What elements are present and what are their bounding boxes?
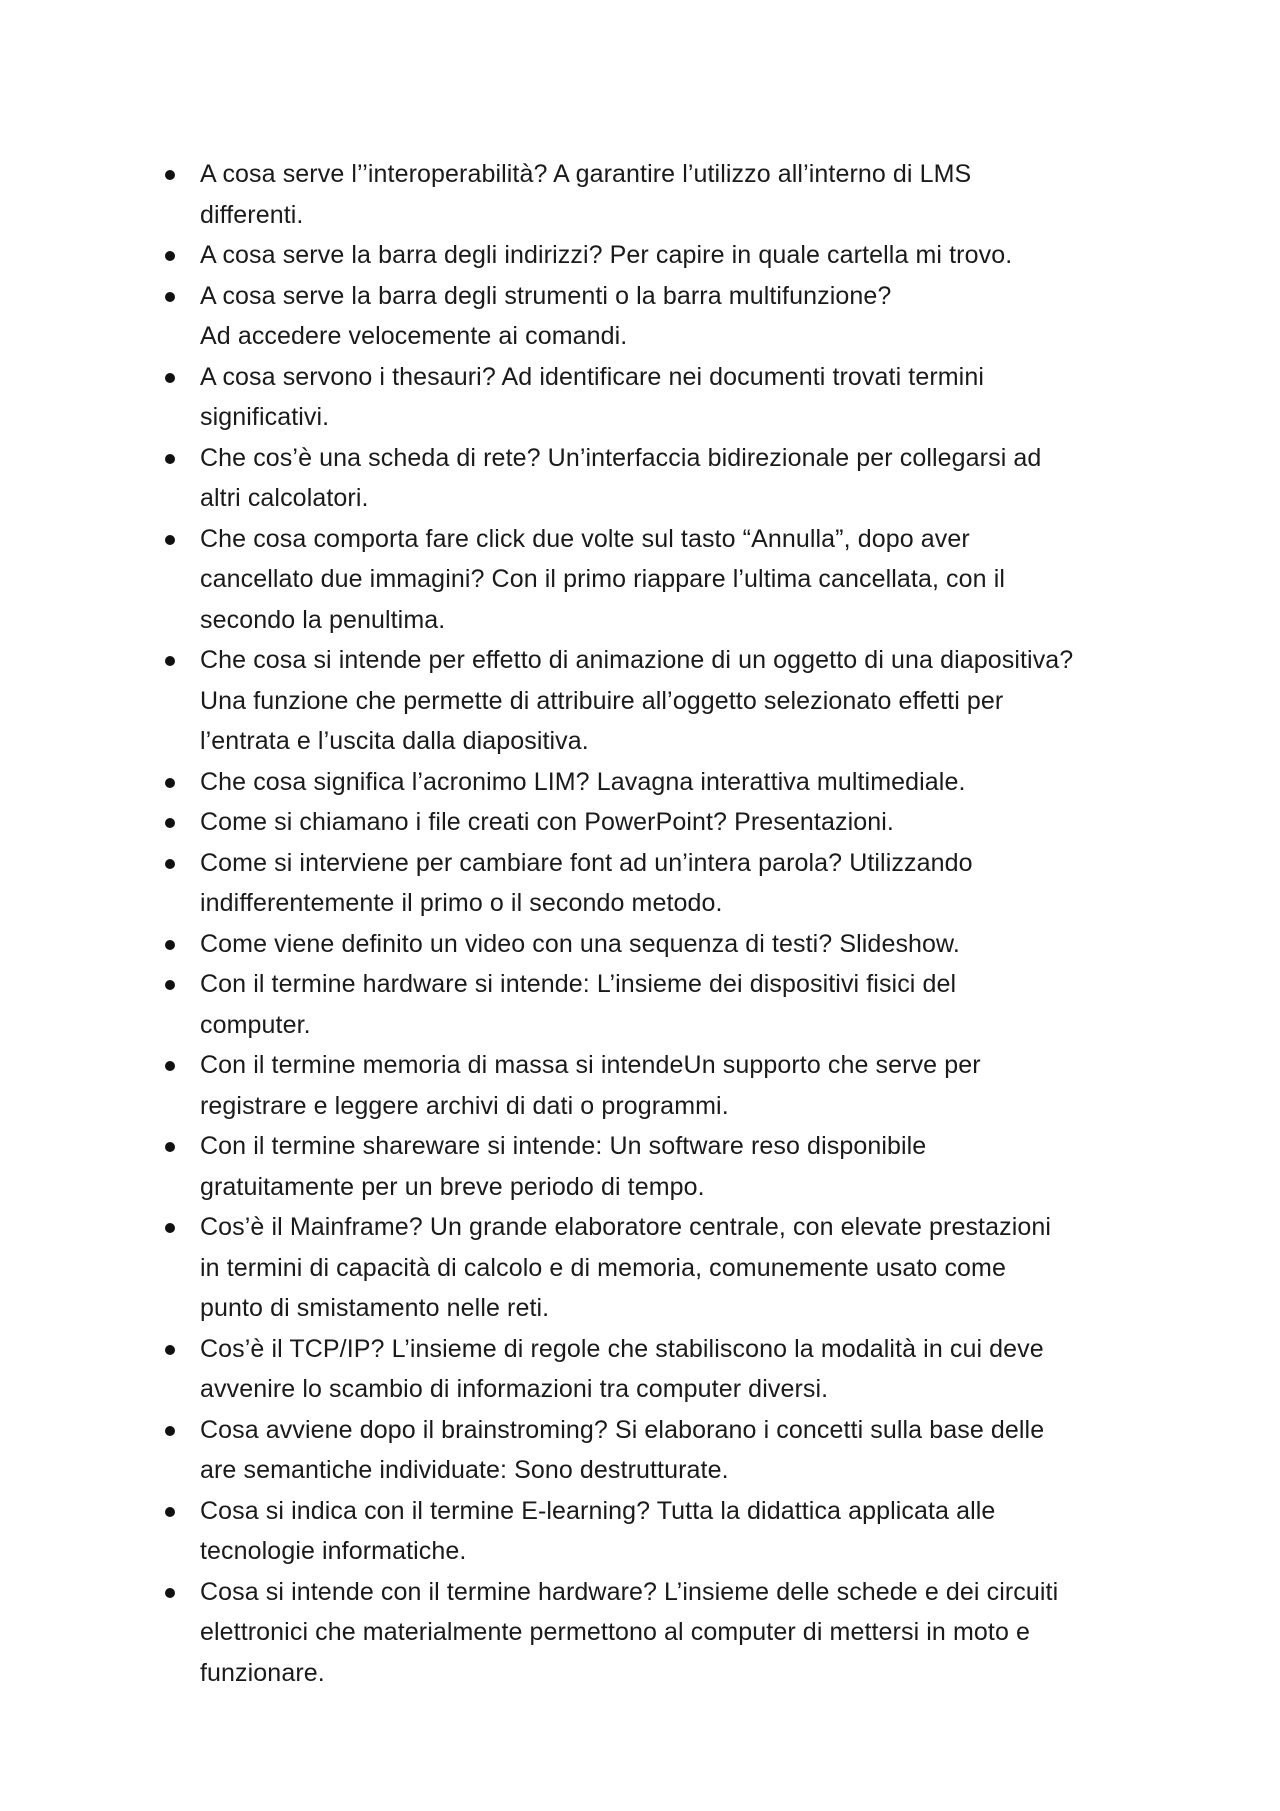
list-item-text: Che cosa significa l’acronimo LIM? Lavagna interattiva multimediale. [200, 767, 966, 796]
list-item-text: A cosa serve la barra degli strumenti o la barra multifunzione? Ad accedere velocemente ai comandi. [200, 281, 892, 350]
bullet-icon [165, 1426, 175, 1436]
bullet-icon [165, 1061, 175, 1071]
bullet-icon [165, 1507, 175, 1517]
qa-bullet-list [160, 154, 1160, 1693]
list-item [160, 1126, 1160, 1207]
bullet-icon [165, 1223, 175, 1233]
bullet-icon [165, 170, 175, 180]
bullet-icon [165, 656, 175, 666]
list-item-text: Cos’è il Mainframe? Un grande elaboratore centrale, con elevate prestazioni in termini di capacità di calcolo e di memoria, comunemente usato come punto di smistamento nelle reti. [200, 1213, 1052, 1322]
list-item [160, 1329, 1160, 1410]
list-item-text: Cosa si indica con il termine E-learning? Tutta la didattica applicata alle tecnologie informatiche. [200, 1496, 996, 1565]
bullet-icon [165, 818, 175, 828]
bullet-icon [165, 1345, 175, 1355]
list-item-text: Che cosa si intende per effetto di animazione di un oggetto di una diapositiva? Una funzione che permette di attribuire all’oggetto selezionato effetti per l’entrata e l’uscita dalla diapositiva. [200, 646, 1074, 755]
bullet-icon [165, 373, 175, 383]
list-item-text: Con il termine hardware si intende: L’insieme dei dispositivi fisici del computer. [200, 970, 957, 1039]
list-item [160, 762, 1160, 803]
bullet-icon [165, 859, 175, 869]
list-item [160, 1207, 1160, 1329]
list-item [160, 1572, 1160, 1694]
bullet-icon [165, 980, 175, 990]
list-item [160, 276, 1160, 357]
bullet-icon [165, 251, 175, 261]
list-item-text: Come viene definito un video con una sequenza di testi? Slideshow. [200, 929, 960, 958]
list-item-text: Con il termine shareware si intende: Un software reso disponibile gratuitamente per un breve periodo di tempo. [200, 1132, 927, 1201]
list-item [160, 1491, 1160, 1572]
list-item-text: Cos’è il TCP/IP? L’insieme di regole che stabiliscono la modalità in cui deve avvenire lo scambio di informazioni tra computer diversi. [200, 1334, 1044, 1403]
bullet-icon [165, 454, 175, 464]
list-item [160, 964, 1160, 1045]
list-item-text: A cosa serve l’’interoperabilità? A garantire l’utilizzo all’interno di LMS differenti. [200, 160, 972, 229]
list-item [160, 1045, 1160, 1126]
list-item [160, 154, 1160, 235]
bullet-icon [165, 292, 175, 302]
list-item-text: Come si chiamano i file creati con PowerPoint? Presentazioni. [200, 808, 894, 836]
list-item [160, 438, 1160, 519]
list-item-text: Che cosa comporta fare click due volte sul tasto “Annulla”, dopo aver cancellato due immagini? Con il primo riappare l’ultima cancellata, con il secondo la penultima. [200, 524, 1006, 634]
bullet-icon [165, 940, 175, 950]
list-item [160, 357, 1160, 438]
bullet-icon [165, 778, 175, 788]
list-item [160, 1410, 1160, 1491]
list-item-text: Cosa avviene dopo il brainstroming? Si elaborano i concetti sulla base delle are semantiche individuate: Sono destrutturate. [200, 1415, 1045, 1484]
list-item-text: Cosa si intende con il termine hardware? L’insieme delle schede e dei circuiti elettronici che materialmente permettono al computer di mettersi in moto e funzionare. [200, 1577, 1059, 1687]
list-item [160, 843, 1160, 924]
list-item-text: A cosa serve la barra degli indirizzi? Per capire in quale cartella mi trovo. [200, 241, 1013, 269]
bullet-icon [165, 1588, 175, 1598]
list-item-text: A cosa servono i thesauri? Ad identificare nei documenti trovati termini significativi. [200, 362, 984, 431]
bullet-icon [165, 1142, 175, 1152]
list-item [160, 640, 1160, 762]
list-item-text: Come si interviene per cambiare font ad un’intera parola? Utilizzando indifferentemente il primo o il secondo metodo. [200, 848, 973, 917]
list-item-text: Con il termine memoria di massa si intendeUn supporto che serve per registrare e leggere archivi di dati o programmi. [200, 1051, 981, 1120]
list-item [160, 235, 1160, 276]
list-item [160, 519, 1160, 641]
bullet-icon [165, 535, 175, 545]
list-item [160, 924, 1160, 965]
list-item-text: Che cos’è una scheda di rete? Un’interfaccia bidirezionale per collegarsi ad altri calcolatori. [200, 443, 1042, 512]
list-item [160, 802, 1160, 843]
